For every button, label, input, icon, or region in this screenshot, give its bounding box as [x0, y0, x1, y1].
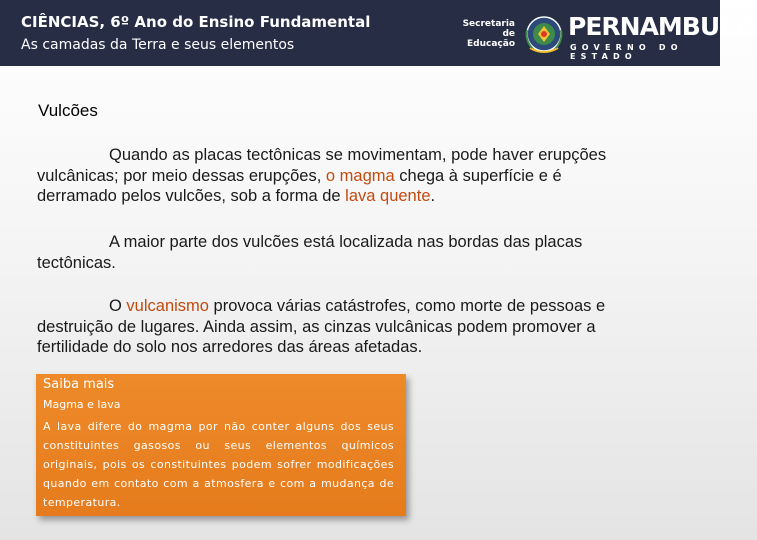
saiba-mais-subtitle: Magma e lava [43, 398, 121, 411]
p3-text-1: O [109, 297, 127, 315]
saiba-mais-box [36, 374, 406, 516]
secretaria-line1: Secretaria de [462, 19, 515, 39]
state-gov-label: GOVERNO DO ESTADO [570, 43, 683, 61]
state-crest-icon [522, 10, 566, 58]
paragraph-vulcanism [37, 296, 637, 358]
p1-highlight-magma: o magma [325, 166, 395, 185]
state-name-logo: PERNAMBUCO [568, 12, 757, 41]
section-title: Vulcões [38, 101, 98, 120]
paragraph-location: A maior parte dos vulcões está localizada nas bordas das placas tectônicas. [37, 233, 583, 272]
p1-text-1: Quando as placas tectônicas se movimentam, pode haver erupções vulcânicas; por meio dessas erupções, [37, 146, 607, 185]
header-subtitle: As camadas da Terra e seus elementos [21, 37, 295, 53]
p3-text-2: provoca várias catástrofes, como morte de pessoas e destruição de lugares. Ainda assim, as cinzas vulcânicas podem promover a fertilidade do solo nos arredores das áreas afetadas. [37, 297, 606, 356]
p3-highlight-vulcanism: vulcanismo [126, 297, 209, 315]
saiba-mais-text: A lava difere do magma por não conter alguns dos seus constituintes gasosos ou seus elementos químicos originais, pois os constituintes podem sofrer modificações quando em contato com a atmosfera e com a mudança de temperatura. [43, 420, 394, 509]
header-bar [0, 0, 757, 66]
secretaria-label [455, 19, 515, 49]
p1-highlight-lava: lava quente [345, 187, 431, 205]
header-title: CIÊNCIAS, 6º Ano do Ensino Fundamental [21, 13, 371, 31]
secretaria-line2: Educação [467, 39, 515, 49]
paragraph-eruptions [37, 145, 637, 207]
saiba-mais-title: Saiba mais [43, 377, 115, 392]
p1-text-2: chega à superfície e é derramado pelos vulcões, sob a forma de [37, 166, 562, 205]
p1-text-3: . [430, 187, 436, 205]
